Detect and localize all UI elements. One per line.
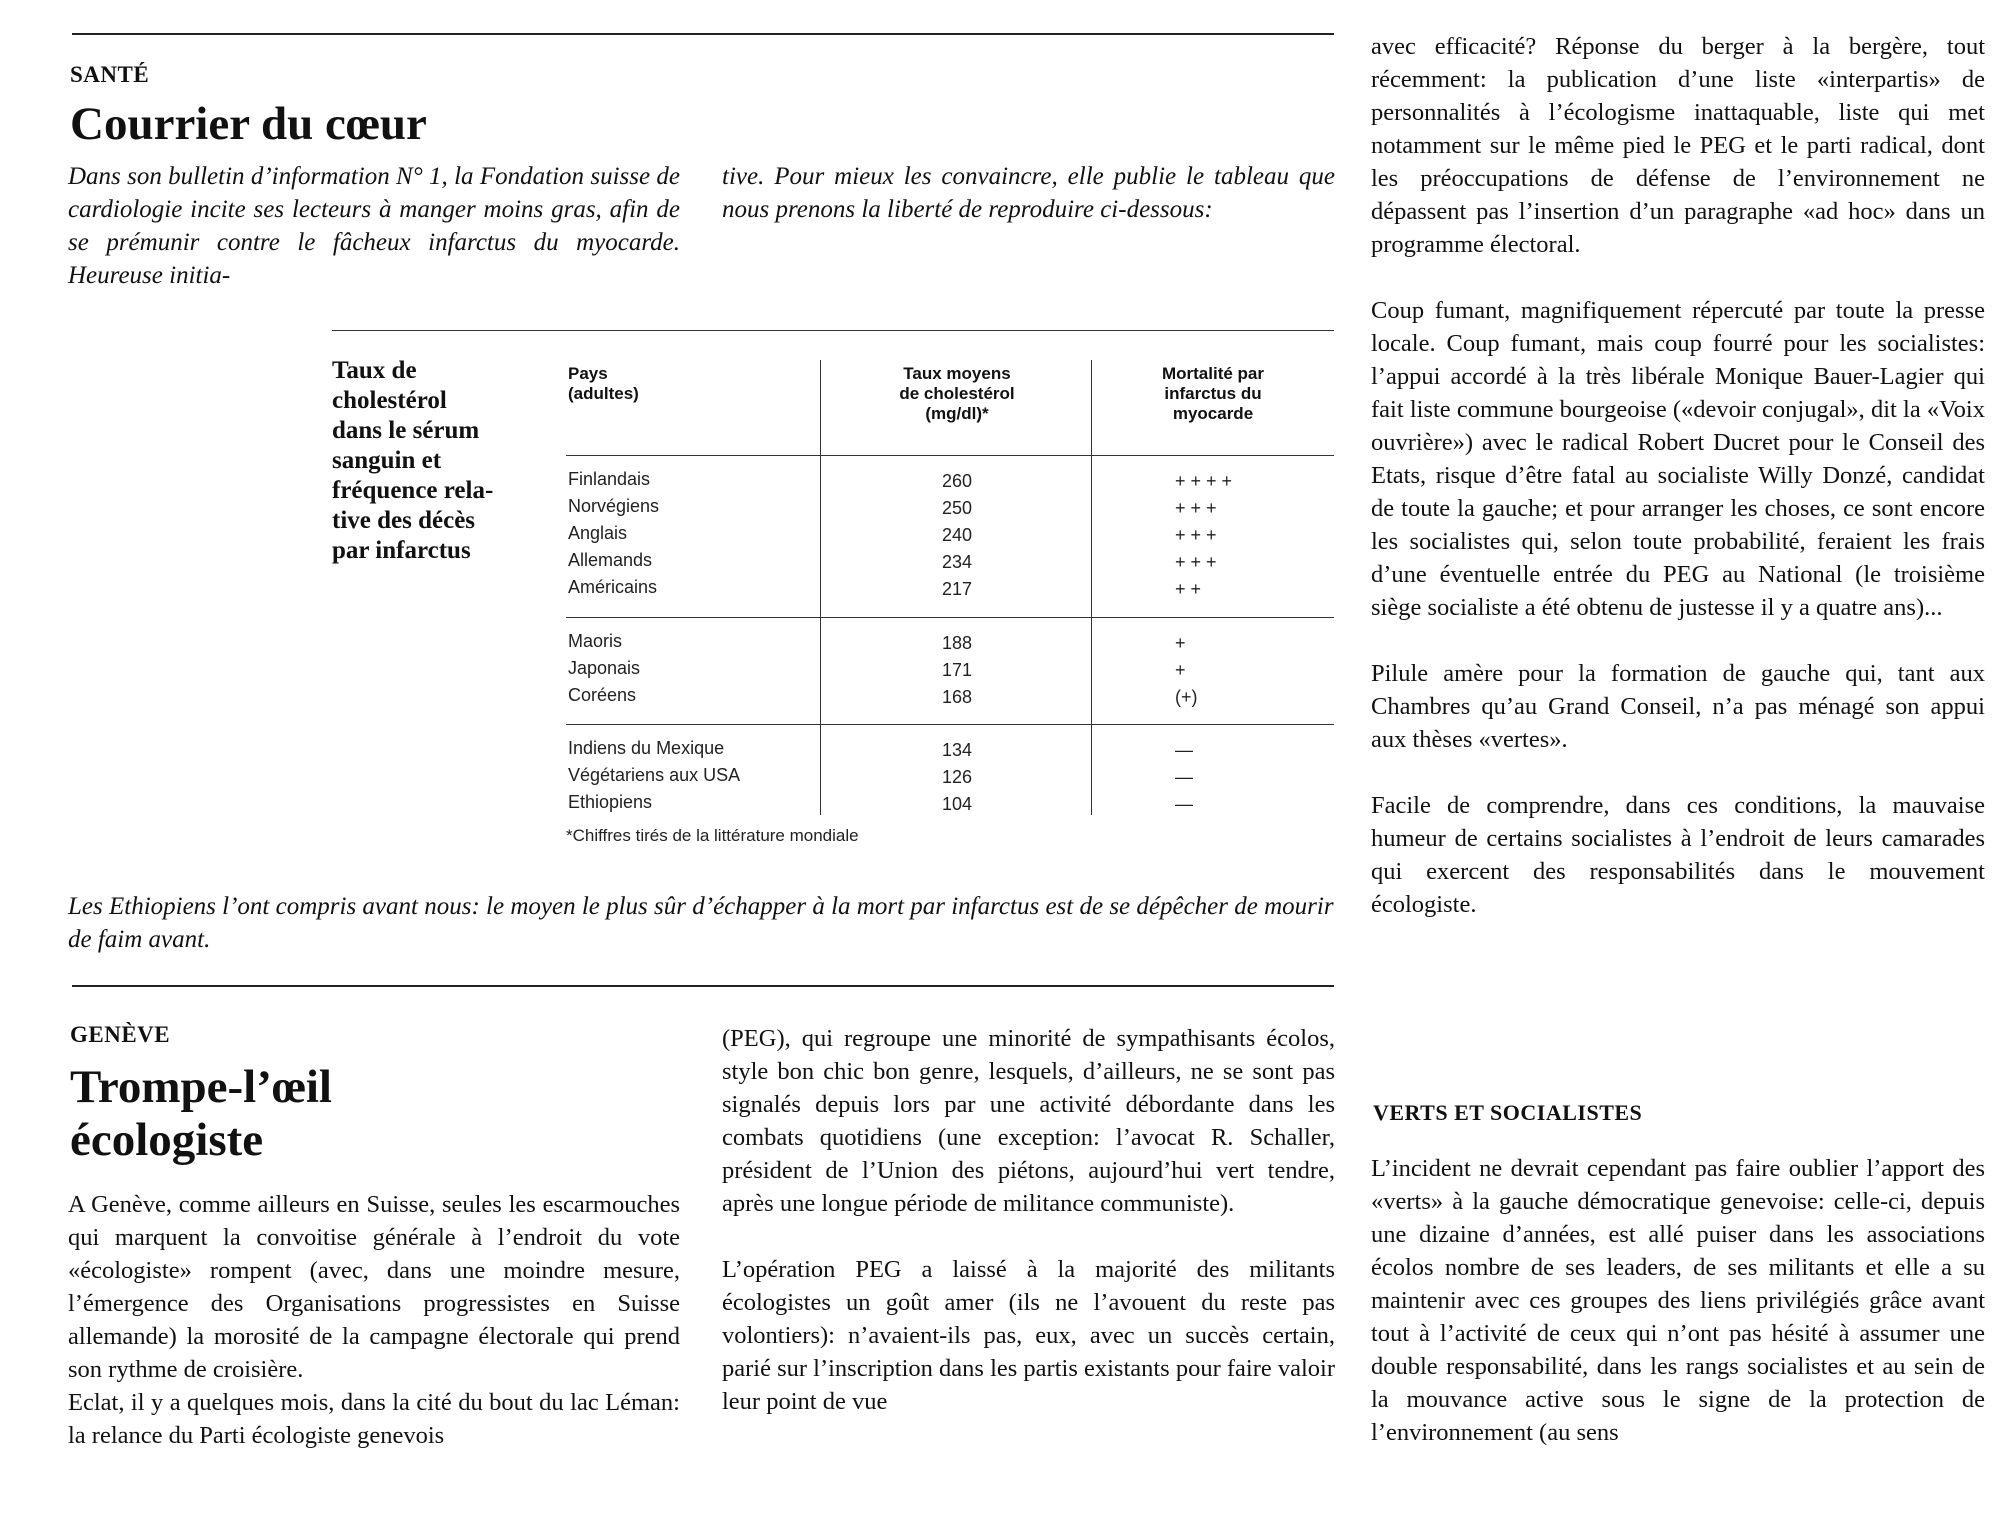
table-cell: Norvégiens bbox=[568, 496, 660, 516]
table-cell: Américains bbox=[568, 577, 658, 597]
col-header-line: de cholestérol bbox=[899, 384, 1015, 403]
col-header-line: Taux moyens bbox=[903, 364, 1011, 383]
table-cell: — bbox=[1175, 740, 1193, 760]
headline-line: écologiste bbox=[70, 1114, 264, 1166]
table-cell: 171 bbox=[941, 660, 973, 680]
geneve-col1 bbox=[68, 1188, 680, 1452]
table-cell: 134 bbox=[941, 740, 973, 760]
table-cell: 104 bbox=[941, 794, 973, 814]
table-group-rule bbox=[566, 724, 1334, 725]
country-group-3 bbox=[568, 735, 818, 816]
table-cell: + bbox=[1175, 660, 1186, 680]
table-footnote: *Chiffres tirés de la littérature mondiale bbox=[566, 826, 859, 845]
table-cell: + + + bbox=[1175, 498, 1217, 518]
mortality-group-2 bbox=[1175, 630, 1325, 711]
table-cell: Indiens du Mexique bbox=[568, 738, 725, 758]
table-cell: 188 bbox=[941, 633, 973, 653]
table-cell: — bbox=[1175, 794, 1193, 814]
table-cell: + + + + bbox=[1175, 471, 1233, 491]
table-divider-v1 bbox=[820, 360, 821, 815]
table-cell: Allemands bbox=[568, 550, 653, 570]
sante-kicker: SANTÉ bbox=[70, 62, 150, 87]
col-header-line: myocarde bbox=[1172, 404, 1254, 423]
table-title-line: dans le sérum bbox=[332, 417, 480, 444]
col-header-line: infarctus du bbox=[1164, 384, 1262, 403]
table-cell: + + + bbox=[1175, 525, 1217, 545]
paragraph: Eclat, il y a quelques mois, dans la cité du bout du lac Léman: la relance du Parti écologiste genevois bbox=[68, 1389, 680, 1449]
table-cell: Japonais bbox=[568, 658, 641, 678]
col-header-line: (adultes) bbox=[568, 384, 639, 403]
headline-line: Trompe-l’œil bbox=[70, 1061, 332, 1113]
value-group-2 bbox=[822, 630, 1092, 711]
mortality-group-3 bbox=[1175, 737, 1325, 818]
table-cell: — bbox=[1175, 767, 1193, 787]
table-cell: 250 bbox=[941, 498, 973, 518]
mortality-group-1 bbox=[1175, 468, 1325, 603]
sante-headline: Courrier du cœur bbox=[70, 98, 427, 150]
sante-intro-col2: tive. Pour mieux les convaincre, elle publie le tableau que nous prenons la liberté de reproduire ci-dessous: bbox=[722, 163, 1335, 223]
col-header-cholesterol bbox=[822, 364, 1092, 424]
paragraph: Facile de comprendre, dans ces conditions, la mauvaise humeur de certains socialistes à l’endroit de leurs camarades qui exercent des responsabilités dans le mouvement écologiste. bbox=[1371, 792, 1985, 918]
table-group-rule bbox=[566, 617, 1334, 618]
table-cell: + bbox=[1175, 633, 1186, 653]
table-title bbox=[332, 356, 532, 566]
geneve-col2 bbox=[722, 1022, 1335, 1418]
table-cell: Ethiopiens bbox=[568, 792, 653, 812]
section-rule bbox=[72, 985, 1334, 987]
paragraph: Coup fumant, magnifiquement répercuté par toute la presse locale. Coup fumant, mais coup fourré pour les socialistes: l’appui accordé à la très libérale Monique Bauer-Lagier qui fait liste commune bourgeoise («devoir conjugal», dit la «Voix ouvrière») avec le radical Robert Ducret pour le Conseil des Etats, risque d’être fatal au socialiste Willy Donzé, candidat de toute la gauche; et pour arranger les choses, ce sont encore les socialistes qui, selon toute probabilité, feraient les frais d’une éventuelle entrée du PEG au National (le troisième siège socialiste a été obtenu de justesse il y a quatre ans)... bbox=[1371, 297, 1985, 621]
table-cell: (+) bbox=[1175, 687, 1198, 707]
sante-conclusion: Les Ethiopiens l’ont compris avant nous: le moyen le plus sûr d’échapper à la mort par infarctus est de se dépêcher de mourir de faim avant. bbox=[68, 893, 1334, 953]
table-cell: 126 bbox=[941, 767, 973, 787]
paragraph: Pilule amère pour la formation de gauche qui, tant aux Chambres qu’au Grand Conseil, n’a pas ménagé son appui aux thèses «vertes». bbox=[1371, 660, 1985, 753]
table-title-line: fréquence rela- bbox=[332, 477, 494, 504]
table-title-line: Taux de bbox=[332, 357, 417, 384]
sante-intro-col1: Dans son bulletin d’information N° 1, la Fondation suisse de cardiologie incite ses lecteurs à manger moins gras, afin de se prémunir contre le fâcheux infarctus du myocarde. Heureuse initia- bbox=[68, 163, 680, 289]
table-title-line: par infarctus bbox=[332, 537, 471, 564]
col-header-line: Pays bbox=[568, 364, 608, 383]
paragraph: avec efficacité? Réponse du berger à la bergère, tout récemment: la publication d’une liste «interpartis» de personnalités à l’écologisme inattaquable, liste qui met notamment sur le même pied le PEG et le parti radical, dont les préoccupations de défense de l’environnement ne dépassent pas l’insertion d’un paragraphe «ad hoc» dans un programme électoral. bbox=[1371, 33, 1985, 258]
table-title-line: sanguin et bbox=[332, 447, 442, 474]
table-cell: 240 bbox=[941, 525, 973, 545]
table-cell: 217 bbox=[941, 579, 973, 599]
country-group-1 bbox=[568, 466, 818, 601]
table-cell: Coréens bbox=[568, 685, 637, 705]
geneve-kicker: GENÈVE bbox=[70, 1022, 171, 1047]
table-cell: 168 bbox=[941, 687, 973, 707]
top-rule bbox=[72, 33, 1334, 35]
table-cell: Anglais bbox=[568, 523, 628, 543]
table-title-line: tive des décès bbox=[332, 507, 476, 534]
paragraph: (PEG), qui regroupe une minorité de sympathisants écolos, style bon chic bon genre, lesquels, d’ailleurs, ne se sont pas signalés depuis lors par une activité débordante dans les combats quotidiens (une exception: l’avocat R. Schaller, président de l’Union des piétons, aujourd’hui vert tendre, après une longue période de militance communiste). bbox=[722, 1025, 1335, 1217]
table-title-line: cholestérol bbox=[332, 387, 447, 414]
col-header-country bbox=[568, 364, 768, 404]
col-header-mortality bbox=[1093, 364, 1333, 424]
table-cell: Végétariens aux USA bbox=[568, 765, 741, 785]
col-header-line: (mg/dl)* bbox=[925, 404, 989, 423]
paragraph: L’opération PEG a laissé à la majorité des militants écologistes un goût amer (ils ne l’avouent du reste pas volontiers): n’avaient-ils pas, eux, avec un succès certain, parié sur l’inscription dans les partis existants pour faire valoir leur point de vue bbox=[722, 1256, 1336, 1415]
geneve-col3 bbox=[1371, 30, 1985, 921]
table-cell: + + + bbox=[1175, 552, 1217, 572]
table-cell: Maoris bbox=[568, 631, 623, 651]
geneve-col3-end bbox=[1371, 1152, 1985, 1449]
value-group-3 bbox=[822, 737, 1092, 818]
table-cell: 260 bbox=[941, 471, 973, 491]
country-group-2 bbox=[568, 628, 818, 709]
geneve-headline bbox=[70, 1061, 332, 1167]
table-cell: + + bbox=[1175, 579, 1202, 599]
verts-subheading: VERTS ET SOCIALISTES bbox=[1373, 1100, 1643, 1125]
table-cell: Finlandais bbox=[568, 469, 651, 489]
value-group-1 bbox=[822, 468, 1092, 603]
table-header-rule bbox=[566, 455, 1334, 456]
table-top-rule bbox=[332, 330, 1334, 331]
paragraph: L’incident ne devrait cependant pas faire oublier l’apport des «verts» à la gauche démocratique genevoise: celle-ci, depuis une dizaine d’années, est allé puiser dans les associations écolos nombre de ses leaders, de ses militants et elle a su maintenir avec ces groupes des liens privilégiés grâce avant tout à l’activité de ceux qui n’ont pas hésité à assumer une double responsabilité, dans les rangs socialistes et au sein de la mouvance active sous le signe de la protection de l’environnement (au sens bbox=[1371, 1155, 1985, 1446]
table-cell: 234 bbox=[941, 552, 973, 572]
paragraph: A Genève, comme ailleurs en Suisse, seules les escarmouches qui marquent la convoitise générale à l’endroit du vote «écologiste» rompent (avec, dans une moindre mesure, l’émergence des Organisations progressistes en Suisse allemande) la morosité de la campagne électorale qui prend son rythme de croisière. bbox=[68, 1191, 680, 1383]
col-header-line: Mortalité par bbox=[1161, 364, 1265, 383]
